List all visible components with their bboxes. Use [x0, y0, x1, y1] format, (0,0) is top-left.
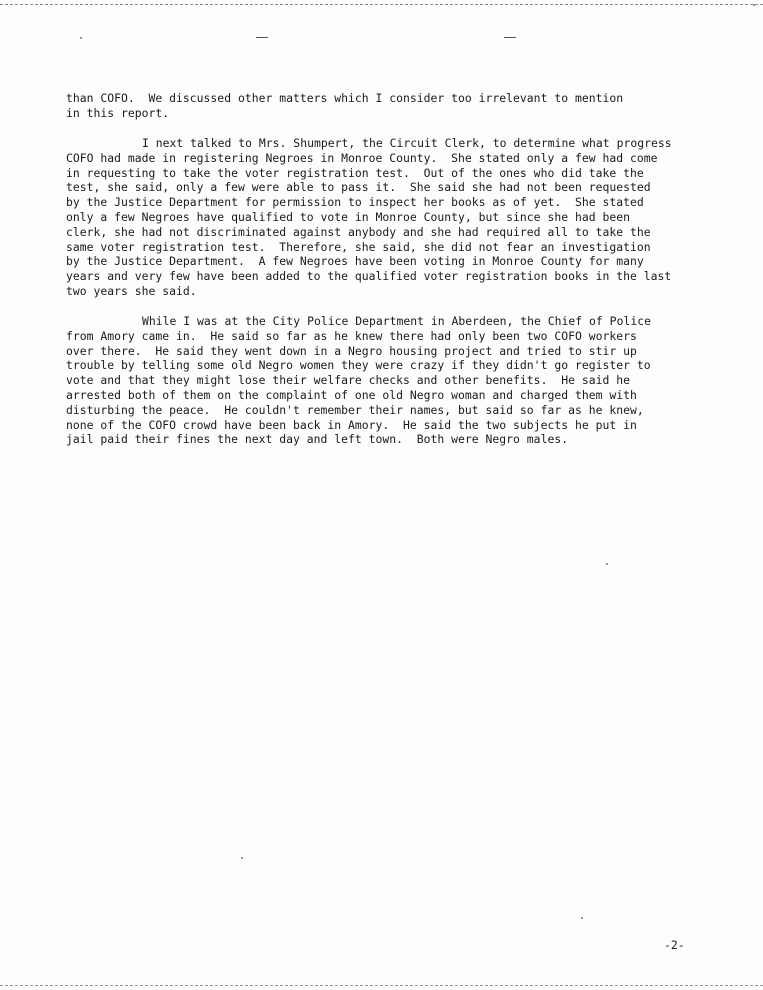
text-line: same voter registration test. Therefore, she said, she did not fear an investigation [66, 239, 651, 254]
paragraph-continuation [66, 91, 736, 121]
text-line: two years she said. [66, 283, 197, 298]
top-mark-left [256, 37, 268, 38]
paragraph-police-department [66, 314, 736, 447]
speck [581, 917, 583, 919]
paragraph-circuit-clerk [66, 136, 736, 299]
page-top-edge [0, 4, 763, 5]
text-line: arrested both of them on the complaint of one old Negro woman and charged them with [66, 387, 637, 402]
text-line: years and very few have been added to the qualified voter registration books in the last [66, 269, 672, 284]
page-number: -2- [664, 938, 685, 952]
speck [241, 857, 243, 859]
text-line: from Amory came in. He said so far as he knew there had only been two COFO workers [66, 328, 637, 343]
text-line: in requesting to take the voter registration test. Out of the ones who did take the [66, 165, 644, 180]
text-line: in this report. [66, 105, 170, 120]
text-line: jail paid their fines the next day and left town. Both were Negro males. [66, 432, 569, 447]
speck [80, 37, 82, 39]
text-line: disturbing the peace. He couldn't remember their names, but said so far as he knew, [66, 402, 644, 417]
page-bottom-edge [0, 985, 763, 986]
text-line: COFO had made in registering Negroes in Monroe County. She stated only a few had come [66, 150, 658, 165]
text-line: trouble by telling some old Negro women they were crazy if they didn't go register to [66, 358, 651, 373]
text-line: clerk, she had not discriminated against anybody and she had required all to take the [66, 224, 651, 239]
text-line: by the Justice Department for permission to inspect her books as of yet. She stated [66, 195, 644, 210]
speck [606, 563, 608, 565]
text-line: over there. He said they went down in a Negro housing project and tried to stir up [66, 343, 637, 358]
text-line: test, she said, only a few were able to pass it. She said she had not been requested [66, 180, 651, 195]
text-line: vote and that they might lose their welfare checks and other benefits. He said he [66, 373, 630, 388]
text-line: I next talked to Mrs. Shumpert, the Circuit Clerk, to determine what progress [142, 136, 672, 150]
text-line: by the Justice Department. A few Negroes have been voting in Monroe County for many [66, 254, 644, 269]
text-line: While I was at the City Police Department in Aberdeen, the Chief of Police [142, 314, 651, 328]
text-line: only a few Negroes have qualified to vote in Monroe County, but since she had been [66, 209, 630, 224]
text-line: than COFO. We discussed other matters which I consider too irrelevant to mention [66, 91, 624, 105]
speck [753, 4, 755, 6]
top-mark-right [504, 37, 516, 38]
text-line: none of the COFO crowd have been back in Amory. He said the two subjects he put in [66, 417, 637, 432]
